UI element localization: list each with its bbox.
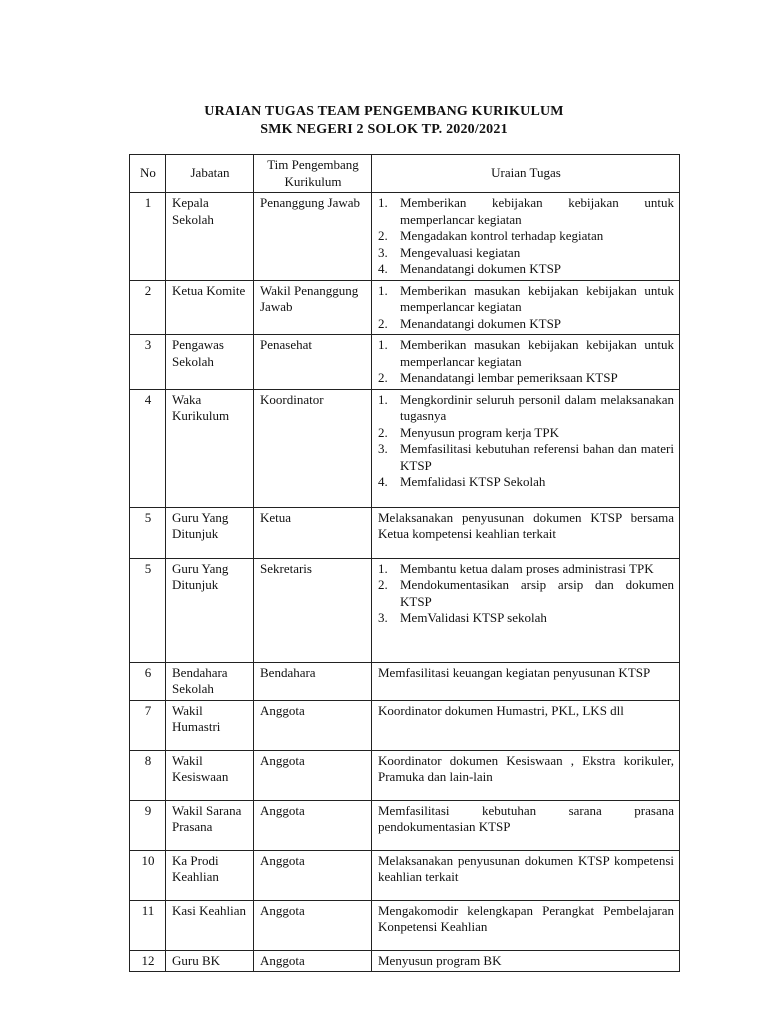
task-item bbox=[378, 441, 674, 474]
row-number: 4 bbox=[130, 389, 166, 507]
row-number: 10 bbox=[130, 850, 166, 900]
row-tim-pengembang: Sekretaris bbox=[254, 558, 372, 662]
task-text: Menandatangi dokumen KTSP bbox=[400, 315, 562, 331]
task-text: Menandatangi lembar pemeriksaan KTSP bbox=[400, 370, 618, 385]
row-jabatan: Guru Yang Ditunjuk bbox=[166, 558, 254, 662]
table-header-row bbox=[130, 155, 680, 193]
task-number: 2. bbox=[378, 315, 388, 331]
row-tim-pengembang: Anggota bbox=[254, 900, 372, 950]
task-text: MemValidasi KTSP sekolah bbox=[400, 610, 547, 625]
row-uraian-tugas bbox=[372, 280, 680, 335]
task-text: Mengadakan kontrol terhadap kegiatan bbox=[400, 228, 604, 243]
row-number: 1 bbox=[130, 193, 166, 281]
task-number: 1. bbox=[378, 391, 388, 407]
task-text: Memberikan masukan kebijakan kebijakan untuk memperlancar kegiatan bbox=[400, 337, 674, 369]
table-row bbox=[130, 750, 680, 800]
row-number: 12 bbox=[130, 950, 166, 972]
row-jabatan: Kasi Keahlian bbox=[166, 900, 254, 950]
table-row bbox=[130, 193, 680, 281]
task-text: Mengevaluasi kegiatan bbox=[400, 244, 521, 260]
table-row bbox=[130, 389, 680, 507]
row-tim-pengembang: Anggota bbox=[254, 950, 372, 972]
row-tim-pengembang: Anggota bbox=[254, 800, 372, 850]
row-uraian-tugas: Memfasilitasi keuangan kegiatan penyusunan KTSP bbox=[372, 662, 680, 700]
row-number: 5 bbox=[130, 507, 166, 558]
row-uraian-tugas bbox=[372, 335, 680, 390]
row-number: 5 bbox=[130, 558, 166, 662]
task-text: Memberikan kebijakan kebijakan untuk memperlancar kegiatan bbox=[400, 195, 674, 227]
task-text: Mendokumentasikan arsip arsip dan dokumen KTSP bbox=[400, 577, 674, 609]
task-item bbox=[378, 370, 674, 387]
row-jabatan: Ketua Komite bbox=[166, 280, 254, 335]
table-row bbox=[130, 507, 680, 558]
task-number: 1. bbox=[378, 282, 388, 298]
task-number: 1. bbox=[378, 195, 388, 210]
table-row bbox=[130, 800, 680, 850]
task-text: Menyusun program kerja TPK bbox=[400, 424, 559, 440]
row-uraian-tugas: Mengakomodir kelengkapan Perangkat Pembelajaran Konpetensi Keahlian bbox=[372, 900, 680, 950]
task-item bbox=[378, 283, 674, 316]
task-item bbox=[378, 474, 674, 491]
task-number: 1. bbox=[378, 337, 388, 352]
row-uraian-tugas: Memfasilitasi kebutuhan sarana prasana pendokumentasian KTSP bbox=[372, 800, 680, 850]
task-text: Menandatangi dokumen KTSP bbox=[400, 261, 562, 276]
task-item bbox=[378, 610, 674, 627]
row-tim-pengembang: Bendahara bbox=[254, 662, 372, 700]
title-line-1: URAIAN TUGAS TEAM PENGEMBANG KURIKULUM bbox=[204, 104, 564, 119]
task-number: 4. bbox=[378, 474, 388, 489]
task-list bbox=[378, 283, 674, 333]
task-text: Memberikan masukan kebijakan kebijakan untuk memperlancar kegiatan bbox=[400, 282, 674, 314]
task-number: 4. bbox=[378, 261, 388, 276]
table-body bbox=[130, 193, 680, 972]
task-number: 3. bbox=[378, 244, 388, 260]
row-uraian-tugas bbox=[372, 558, 680, 662]
table-row bbox=[130, 280, 680, 335]
task-item bbox=[378, 577, 674, 610]
task-item bbox=[378, 261, 674, 278]
task-text: Mengkordinir seluruh personil dalam melaksanakan tugasnya bbox=[400, 391, 674, 423]
row-jabatan: Ka Prodi Keahlian bbox=[166, 850, 254, 900]
task-item bbox=[378, 316, 674, 333]
row-uraian-tugas bbox=[372, 389, 680, 507]
row-number: 3 bbox=[130, 335, 166, 390]
task-item bbox=[378, 245, 674, 262]
header-jabatan: Jabatan bbox=[166, 155, 254, 193]
task-number: 3. bbox=[378, 610, 388, 625]
row-jabatan: Kepala Sekolah bbox=[166, 193, 254, 281]
header-no: No bbox=[130, 155, 166, 193]
task-item bbox=[378, 425, 674, 442]
task-list bbox=[378, 392, 674, 491]
row-uraian-tugas bbox=[372, 193, 680, 281]
row-uraian-tugas: Koordinator dokumen Kesiswaan , Ekstra korikuler, Pramuka dan lain-lain bbox=[372, 750, 680, 800]
header-uraian-tugas: Uraian Tugas bbox=[372, 155, 680, 193]
row-number: 9 bbox=[130, 800, 166, 850]
task-number: 2. bbox=[378, 577, 388, 592]
task-item bbox=[378, 561, 674, 578]
task-item bbox=[378, 337, 674, 370]
table-row bbox=[130, 700, 680, 750]
row-number: 8 bbox=[130, 750, 166, 800]
row-uraian-tugas: Melaksanakan penyusunan dokumen KTSP kompetensi keahlian terkait bbox=[372, 850, 680, 900]
row-tim-pengembang: Wakil Penanggung Jawab bbox=[254, 280, 372, 335]
task-text: Memfasilitasi kebutuhan referensi bahan dan materi KTSP bbox=[400, 441, 674, 473]
row-number: 6 bbox=[130, 662, 166, 700]
task-list bbox=[378, 561, 674, 627]
task-number: 1. bbox=[378, 560, 388, 576]
row-tim-pengembang: Anggota bbox=[254, 850, 372, 900]
task-item bbox=[378, 228, 674, 245]
task-list bbox=[378, 337, 674, 387]
row-jabatan: Guru BK bbox=[166, 950, 254, 972]
task-item bbox=[378, 195, 674, 228]
row-tim-pengembang: Ketua bbox=[254, 507, 372, 558]
table-row bbox=[130, 335, 680, 390]
row-jabatan: Wakil Sarana Prasana bbox=[166, 800, 254, 850]
task-list bbox=[378, 195, 674, 278]
row-jabatan: Wakil Humastri bbox=[166, 700, 254, 750]
task-text: Memfalidasi KTSP Sekolah bbox=[400, 474, 546, 489]
row-jabatan: Guru Yang Ditunjuk bbox=[166, 507, 254, 558]
table-row bbox=[130, 900, 680, 950]
table-row bbox=[130, 950, 680, 972]
table-row bbox=[130, 558, 680, 662]
row-tim-pengembang: Koordinator bbox=[254, 389, 372, 507]
table-row bbox=[130, 662, 680, 700]
row-uraian-tugas: Melaksanakan penyusunan dokumen KTSP bersama Ketua kompetensi keahlian terkait bbox=[372, 507, 680, 558]
uraian-tugas-table bbox=[129, 154, 680, 972]
task-number: 2. bbox=[378, 228, 388, 243]
row-tim-pengembang: Penanggung Jawab bbox=[254, 193, 372, 281]
row-number: 7 bbox=[130, 700, 166, 750]
task-item bbox=[378, 392, 674, 425]
document-title bbox=[0, 103, 768, 139]
row-jabatan: Bendahara Sekolah bbox=[166, 662, 254, 700]
row-jabatan: Waka Kurikulum bbox=[166, 389, 254, 507]
row-uraian-tugas: Koordinator dokumen Humastri, PKL, LKS dll bbox=[372, 700, 680, 750]
task-number: 3. bbox=[378, 441, 388, 456]
task-text: Membantu ketua dalam proses administrasi TPK bbox=[400, 560, 654, 576]
row-uraian-tugas: Menyusun program BK bbox=[372, 950, 680, 972]
table-row bbox=[130, 850, 680, 900]
task-number: 2. bbox=[378, 370, 388, 385]
row-number: 2 bbox=[130, 280, 166, 335]
title-line-2: SMK NEGERI 2 SOLOK TP. 2020/2021 bbox=[260, 122, 508, 137]
header-tim-pengembang: Tim Pengembang Kurikulum bbox=[254, 155, 372, 193]
row-jabatan: Pengawas Sekolah bbox=[166, 335, 254, 390]
row-tim-pengembang: Penasehat bbox=[254, 335, 372, 390]
row-tim-pengembang: Anggota bbox=[254, 700, 372, 750]
row-tim-pengembang: Anggota bbox=[254, 750, 372, 800]
task-number: 2. bbox=[378, 424, 388, 440]
row-number: 11 bbox=[130, 900, 166, 950]
row-jabatan: Wakil Kesiswaan bbox=[166, 750, 254, 800]
